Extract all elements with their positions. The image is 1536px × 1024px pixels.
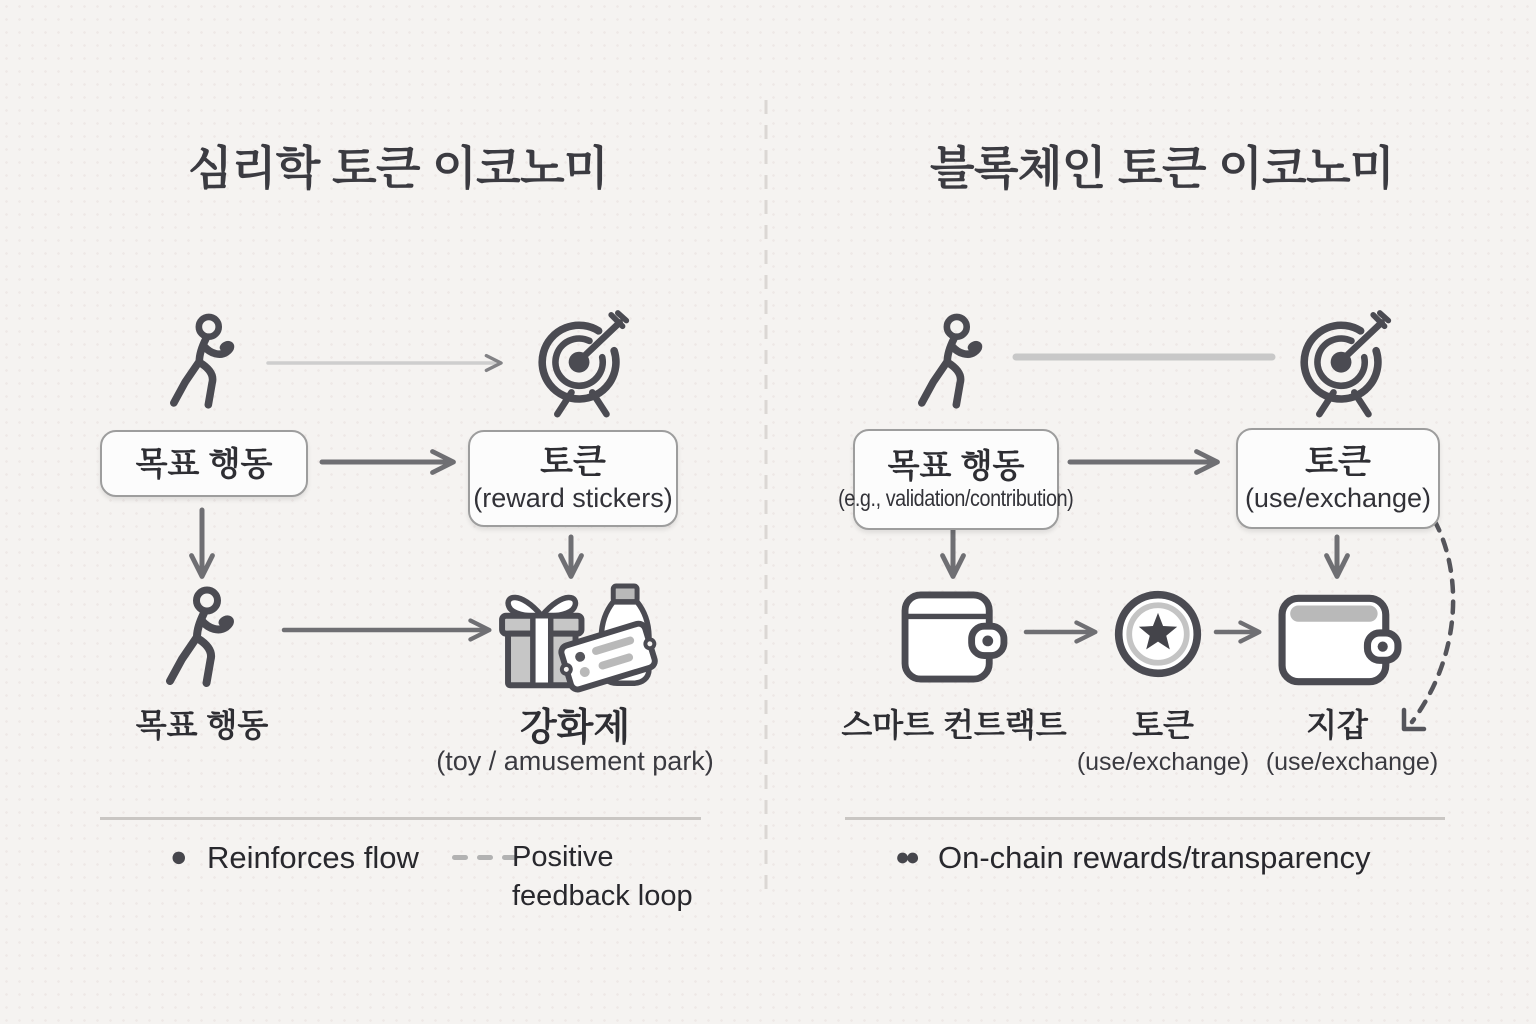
reinforcer-label: 강화제 [519, 707, 631, 749]
right-token-box-title: 토큰 [1305, 442, 1371, 481]
right-legend-divider [845, 817, 1445, 820]
smart-contract-label: 스마트 컨트랙트 [841, 707, 1067, 743]
right-goal-behavior-title: 목표 행동 [887, 446, 1025, 484]
on-chain-rewards-label: On-chain rewards/transparency [938, 840, 1371, 875]
person-walking-icon [158, 588, 248, 698]
left-goal-behavior-box [100, 430, 308, 497]
right-goal-behavior-subtitle: (e.g., validation/contribution) [838, 484, 1074, 511]
left-token-box [468, 430, 678, 527]
positive-feedback-dashed-curve [1412, 503, 1453, 722]
wallet-sublabel: (use/exchange) [1265, 748, 1439, 776]
left-goal-behavior-label: 목표 행동 [135, 444, 273, 482]
token-label: 토큰 [1132, 707, 1194, 743]
reinforcer-sublabel: (toy / amusement park) [436, 746, 714, 776]
on-chain-bullets-icon: ●● [895, 843, 916, 871]
left-token-box-subtitle: (reward stickers) [473, 482, 673, 513]
right-token-box [1236, 428, 1440, 529]
smart-contract-wallet-icon [900, 590, 1008, 684]
left-panel-title: 심리학 토큰 이코노미 [188, 142, 608, 194]
wallet-icon [1278, 588, 1400, 688]
reinforces-flow-label: Reinforces flow [207, 840, 419, 875]
left-token-box-title: 토큰 [540, 442, 606, 481]
wallet-label: 지갑 [1306, 707, 1368, 743]
left-actor-label: 목표 행동 [135, 707, 269, 743]
person-walking-icon [910, 315, 996, 419]
right-token-box-subtitle: (use/exchange) [1244, 482, 1432, 513]
dashed-line-icon [452, 855, 518, 860]
right-goal-behavior-box [838, 429, 1074, 530]
target-goal-icon [1290, 312, 1394, 418]
reinforces-flow-bullet-icon: ● [170, 841, 188, 873]
left-legend-divider [100, 817, 701, 820]
person-walking-icon [162, 315, 248, 419]
token-coin-icon [1112, 586, 1204, 682]
target-goal-icon [528, 312, 632, 418]
right-panel-title: 블록체인 토큰 이코노미 [930, 142, 1394, 194]
token-sublabel: (use/exchange) [1076, 748, 1250, 776]
positive-feedback-label: Positive feedback loop [512, 841, 693, 912]
